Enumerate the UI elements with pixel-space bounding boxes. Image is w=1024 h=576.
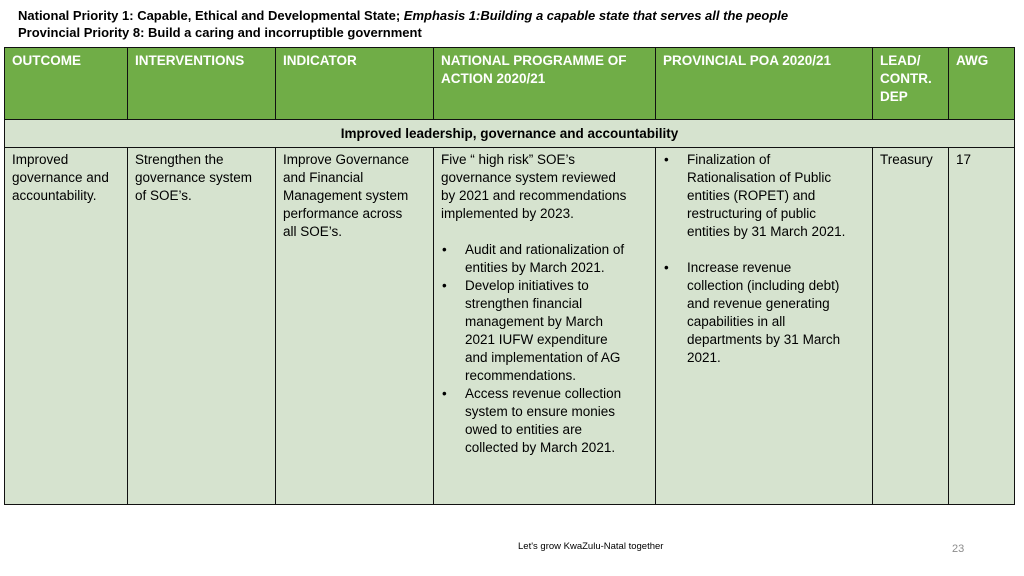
priority-table <box>4 47 1015 505</box>
cell-line: • Finalization of <box>687 152 771 167</box>
cell-line: • Access revenue collection <box>465 386 622 401</box>
cell-line: governance system <box>135 170 253 185</box>
cell-line: restructuring of public <box>687 206 817 221</box>
list-item <box>663 259 866 367</box>
npoa-bullet-list <box>441 241 649 457</box>
cell-line: and revenue generating <box>687 296 830 311</box>
cell-provincial-poa <box>656 148 873 505</box>
list-item <box>441 385 649 457</box>
cell-line: collection (including debt) <box>687 278 840 293</box>
cell-line: Rationalisation of Public <box>687 170 832 185</box>
col-header-line: DEP <box>880 89 908 104</box>
cell-line: Improve Governance <box>283 152 410 167</box>
spacer <box>441 223 649 241</box>
cell-awg: 17 <box>949 148 1015 505</box>
cell-line: by 2021 and recommendations <box>441 188 627 203</box>
cell-line: • Audit and rationalization of <box>465 242 625 257</box>
cell-interventions <box>128 148 276 505</box>
cell-line: recommendations. <box>465 368 577 383</box>
cell-line: • Develop initiatives to <box>465 278 589 293</box>
col-header-awg: AWG <box>949 48 1015 120</box>
cell-line: 2021. <box>687 350 721 365</box>
cell-line: departments by 31 March <box>687 332 841 347</box>
cell-line: • Increase revenue <box>687 260 792 275</box>
cell-line: and Financial <box>283 170 364 185</box>
cell-line: Management system <box>283 188 409 203</box>
cell-line: owed to entities are <box>465 422 583 437</box>
page-number: 23 <box>952 543 965 555</box>
cell-lead: Treasury <box>873 148 949 505</box>
col-header-lead <box>873 48 949 120</box>
cell-line: governance and <box>12 170 109 185</box>
col-header-outcome: OUTCOME <box>5 48 128 120</box>
cell-line: Strengthen the <box>135 152 224 167</box>
cell-indicator <box>276 148 434 505</box>
list-item <box>441 241 649 277</box>
national-priority-text: National Priority 1: Capable, Ethical and Developmental State; <box>18 8 401 23</box>
section-title: Improved leadership, governance and accountability <box>5 120 1015 148</box>
cell-line: governance system reviewed <box>441 170 616 185</box>
cell-line: Five “ high risk” SOE’s <box>441 152 576 167</box>
provincial-priority-line: Provincial Priority 8: Build a caring and incorruptible government <box>18 25 422 40</box>
cell-national-programme <box>434 148 656 505</box>
col-header-line: LEAD/ <box>880 53 921 68</box>
col-header-line: NATIONAL PROGRAMME OF <box>441 53 627 68</box>
col-header-national-programme <box>434 48 656 120</box>
list-item <box>441 277 649 385</box>
cell-line: strengthen financial <box>465 296 583 311</box>
cell-line: management by March <box>465 314 604 329</box>
spacer <box>663 241 866 259</box>
cell-line: accountability. <box>12 188 97 203</box>
cell-line: Improved <box>12 152 69 167</box>
ppoa-bullet-list <box>663 151 866 367</box>
cell-line: all SOE’s. <box>283 224 343 239</box>
slide-header <box>18 7 1018 41</box>
col-header-interventions: INTERVENTIONS <box>128 48 276 120</box>
cell-line: entities by 31 March 2021. <box>687 224 846 239</box>
cell-line: collected by March 2021. <box>465 440 616 455</box>
cell-line: 2021 IUFW expenditure <box>465 332 608 347</box>
cell-line: system to ensure monies <box>465 404 616 419</box>
cell-line: implemented by 2023. <box>441 206 574 221</box>
cell-line: performance across <box>283 206 403 221</box>
national-priority-line <box>18 7 1018 24</box>
cell-line: of SOE’s. <box>135 188 192 203</box>
col-header-line: ACTION 2020/21 <box>441 71 546 86</box>
header-row <box>5 48 1015 120</box>
footer-tagline: Let's grow KwaZulu-Natal together <box>518 541 664 552</box>
section-row <box>5 120 1015 148</box>
cell-outcome <box>5 148 128 505</box>
emphasis-text: Emphasis 1:Building a capable state that serves all the people <box>403 8 789 23</box>
col-header-line: CONTR. <box>880 71 932 86</box>
cell-line: capabilities in all <box>687 314 786 329</box>
cell-line: entities (ROPET) and <box>687 188 816 203</box>
col-header-provincial-poa: PROVINCIAL POA 2020/21 <box>656 48 873 120</box>
cell-line: entities by March 2021. <box>465 260 605 275</box>
cell-line: and implementation of AG <box>465 350 621 365</box>
table-row <box>5 148 1015 505</box>
list-item <box>663 151 866 241</box>
col-header-indicator: INDICATOR <box>276 48 434 120</box>
